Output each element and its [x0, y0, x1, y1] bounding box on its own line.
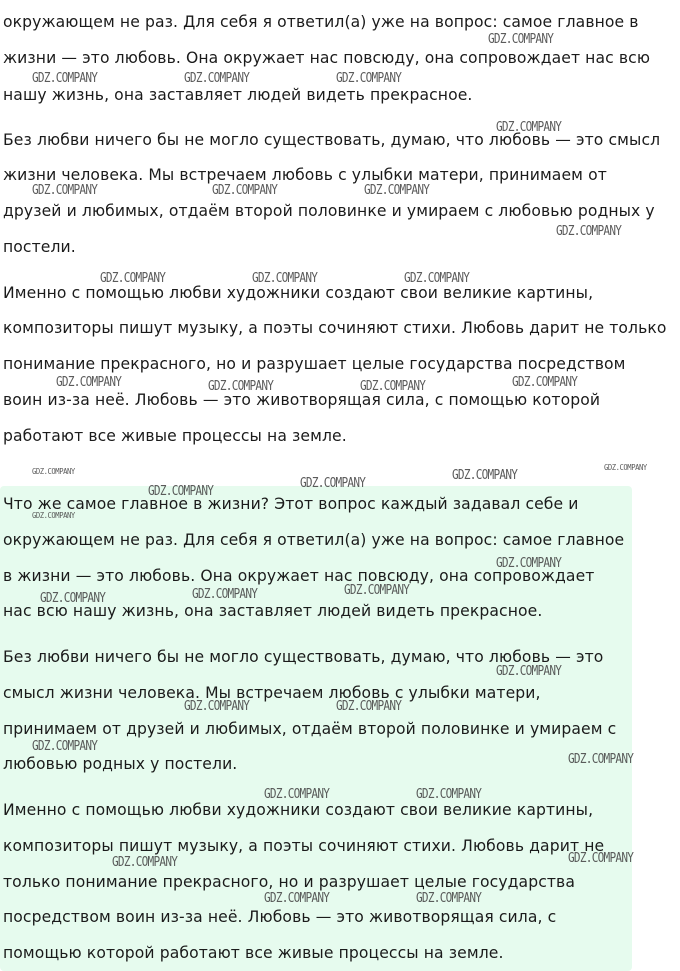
watermark: GDZ.COMPANY: [208, 378, 274, 394]
answer-line: в жизни — это любовь. Она окружает нас повсюду, она сопровождает: [3, 567, 595, 585]
watermark: GDZ.COMPANY: [264, 890, 330, 906]
answer-line: Без любви ничего бы не могло существовать, думаю, что любовь — это: [3, 648, 604, 666]
watermark: GDZ.COMPANY: [360, 378, 426, 394]
watermark: GDZ.COMPANY: [496, 555, 562, 571]
watermark: GDZ.COMPANY: [556, 223, 622, 239]
watermark: GDZ.COMPANY: [32, 738, 98, 754]
text-line: воин из-за неё. Любовь — это животворящая сила, с помощью которой: [3, 391, 601, 409]
watermark: GDZ.COMPANY: [100, 270, 166, 286]
watermark: GDZ.COMPANY: [336, 70, 402, 86]
watermark: GDZ.COMPANY: [488, 31, 554, 47]
text-line: жизни человека. Мы встречаем любовь с улыбки матери, принимаем от: [3, 166, 607, 184]
answer-line: Что же самое главное в жизни? Этот вопрос каждый задавал себе и: [3, 495, 579, 513]
answer-line: Именно с помощью любви художники создают свои великие картины,: [3, 801, 594, 819]
answer-line: композиторы пишут музыку, а поэты сочиняют стихи. Любовь дарит не: [3, 837, 605, 855]
watermark: GDZ.COMPANY: [364, 182, 430, 198]
watermark: GDZ.COMPANY: [568, 850, 634, 866]
text-line: друзей и любимых, отдаём второй половинке и умираем с любовью родных у: [3, 202, 655, 220]
watermark: GDZ.COMPANY: [40, 590, 106, 606]
watermark: GDZ.COMPANY: [264, 786, 330, 802]
watermark: GDZ.COMPANY: [252, 270, 318, 286]
watermark: GDZ.COMPANY: [32, 70, 98, 86]
watermark: GDZ.COMPANY: [416, 786, 482, 802]
answer-line: нас всю нашу жизнь, она заставляет людей видеть прекрасное.: [3, 602, 543, 620]
text-line: композиторы пишут музыку, а поэты сочиняют стихи. Любовь дарит не только: [3, 319, 667, 337]
text-line: нашу жизнь, она заставляет людей видеть прекрасное.: [3, 86, 473, 104]
text-line: окружающем не раз. Для себя я ответил(а) уже на вопрос: самое главное в: [3, 13, 639, 31]
text-line: жизни — это любовь. Она окружает нас повсюду, она сопровождает нас всю: [3, 49, 651, 67]
watermark: GDZ.COMPANY: [300, 475, 366, 491]
watermark: GDZ.COMPANY: [32, 182, 98, 198]
watermark: GDZ.COMPANY: [56, 374, 122, 390]
watermark: GDZ.COMPANY: [568, 751, 634, 767]
watermark: GDZ.COMPANY: [184, 698, 250, 714]
watermark: GDZ.COMPANY: [604, 463, 647, 472]
text-line: постели.: [3, 238, 76, 256]
watermark: GDZ.COMPANY: [184, 70, 250, 86]
watermark: GDZ.COMPANY: [496, 663, 562, 679]
answer-line: помощью которой работают все живые процессы на земле.: [3, 944, 504, 962]
watermark: GDZ.COMPANY: [32, 467, 75, 476]
watermark: GDZ.COMPANY: [212, 182, 278, 198]
watermark: GDZ.COMPANY: [344, 582, 410, 598]
watermark: GDZ.COMPANY: [452, 467, 518, 483]
text-line: работают все живые процессы на земле.: [3, 427, 347, 445]
text-line: Без любви ничего бы не могло существовать, думаю, что любовь — это смысл: [3, 131, 661, 149]
answer-line: смысл жизни человека. Мы встречаем любовь с улыбки матери,: [3, 684, 541, 702]
watermark: GDZ.COMPANY: [336, 698, 402, 714]
text-line: понимание прекрасного, но и разрушает целые государства посредством: [3, 355, 626, 373]
watermark: GDZ.COMPANY: [512, 374, 578, 390]
answer-line: окружающем не раз. Для себя я ответил(а) уже на вопрос: самое главное: [3, 531, 625, 549]
answer-line: принимаем от друзей и любимых, отдаём второй половинке и умираем с: [3, 720, 617, 738]
watermark: GDZ.COMPANY: [192, 586, 258, 602]
watermark: GDZ.COMPANY: [112, 854, 178, 870]
answer-line: посредством воин из-за неё. Любовь — это животворящая сила, с: [3, 908, 557, 926]
watermark: GDZ.COMPANY: [404, 270, 470, 286]
watermark: GDZ.COMPANY: [496, 119, 562, 135]
watermark: GDZ.COMPANY: [148, 483, 214, 499]
text-line: Именно с помощью любви художники создают свои великие картины,: [3, 284, 594, 302]
answer-line: любовью родных у постели.: [3, 755, 238, 773]
answer-line: только понимание прекрасного, но и разрушает целые государства: [3, 873, 576, 891]
watermark: GDZ.COMPANY: [416, 890, 482, 906]
watermark: GDZ.COMPANY: [32, 511, 75, 520]
